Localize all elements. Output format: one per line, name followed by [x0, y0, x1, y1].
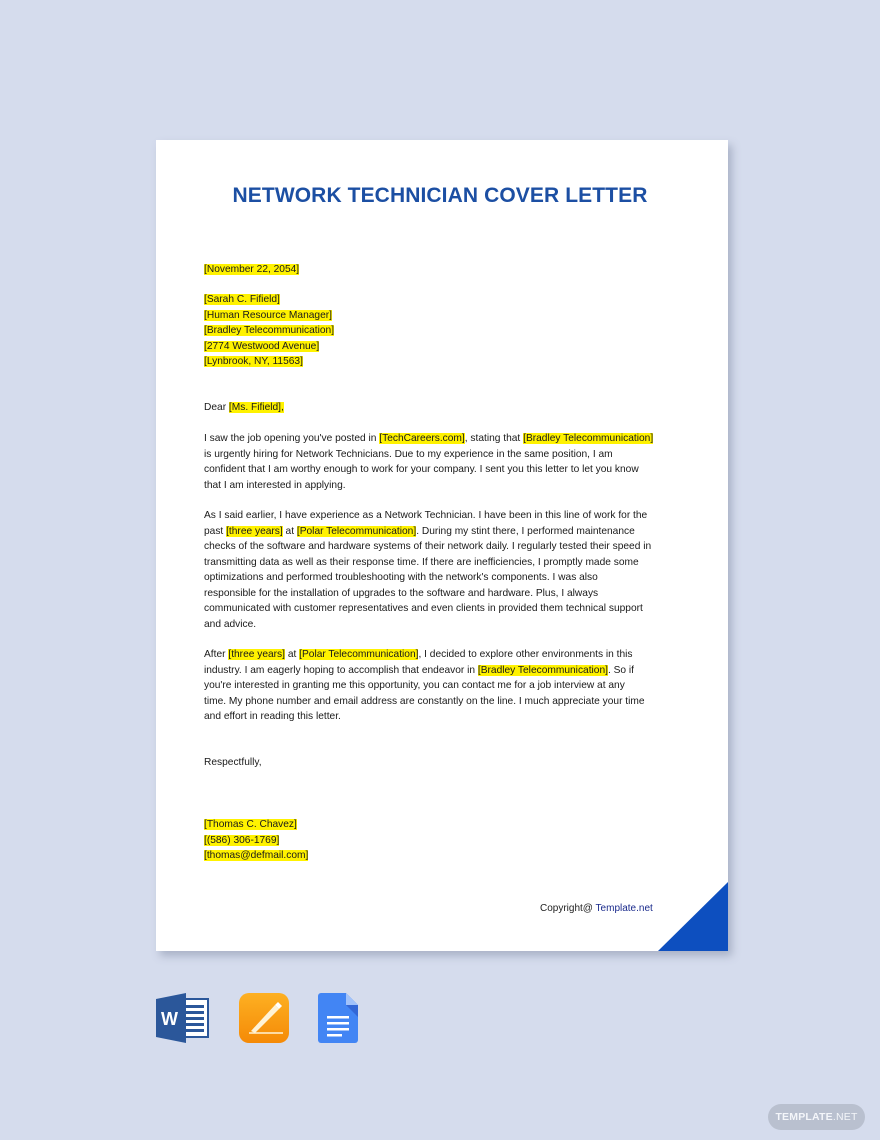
recipient-street: [2774 Westwood Avenue] — [204, 340, 320, 352]
recipient-position: [Human Resource Manager] — [204, 309, 332, 321]
text-line: As I said earlier, I have experience as a Network Technician. I have been in this line of work for the — [204, 510, 648, 521]
paragraph-1 — [204, 431, 664, 493]
text-line: transmitting data as well as their response time. If there are inefficiencies, I promptly made some — [204, 556, 639, 568]
text: industry. I am eagerly hoping to accomplish that endeavor in — [204, 664, 478, 676]
text: . So if — [607, 664, 635, 676]
document-title: NETWORK TECHNICIAN COVER LETTER — [232, 184, 648, 207]
watermark-brand: TEMPLATE — [775, 1111, 833, 1123]
text: at — [284, 649, 300, 660]
recipient-name: [Sarah C. Fifield] — [204, 294, 280, 305]
corner-triangle-decoration — [658, 882, 728, 951]
closing-text: Respectfully, — [204, 757, 262, 768]
google-docs-icon[interactable] — [318, 993, 358, 1043]
text: After — [204, 649, 229, 660]
text-line: you're interested in granting me this opportunity, you can contact me for a job interview at any — [204, 680, 625, 691]
text: at — [282, 525, 297, 537]
text-line: optimizations and performed troubleshooting with the network's components. I was also — [204, 572, 598, 583]
text-line: responsible for the installation of upgrades to the software and hardware. Plus, I always — [204, 587, 599, 599]
placeholder-previous-company: [Polar Telecommunication] — [296, 525, 417, 537]
date: [November 22, 2054] — [204, 264, 300, 275]
text-line: that I am interested in applying. — [204, 479, 346, 491]
copyright-prefix: Copyright@ — [540, 903, 596, 914]
text: I saw the job opening you've posted in — [204, 433, 380, 444]
paragraph-3 — [204, 647, 664, 725]
salutation-name: [Ms. Fifield], — [228, 402, 284, 413]
date-block — [204, 262, 664, 278]
word-icon[interactable] — [156, 993, 210, 1043]
text-line: checks of the software and hardware systems of their network daily. I regularly tested their speed in — [204, 541, 652, 552]
sender-name: [Thomas C. Chavez] — [204, 819, 297, 830]
placeholder-company: [Bradley Telecommunication] — [477, 664, 608, 676]
pages-icon[interactable] — [239, 993, 289, 1043]
watermark-suffix: .NET — [832, 1111, 858, 1123]
text-line: time. My phone number and email address are constantly on the line. I much appreciate your time — [204, 695, 645, 707]
template-net-watermark — [768, 1104, 865, 1130]
placeholder-duration: [three years] — [226, 525, 283, 537]
placeholder-company: [Bradley Telecommunication] — [523, 433, 654, 444]
recipient-city: [Lynbrook, NY, 11563] — [204, 356, 303, 367]
text: , I decided to explore other environments in this — [418, 649, 633, 660]
salutation — [204, 400, 664, 416]
sender-phone: [(586) 306-1769] — [204, 834, 280, 846]
placeholder-website: [TechCareers.com] — [379, 433, 465, 444]
text-line: and advice. — [204, 618, 257, 630]
text-line: communicated with customer representatives and even clients in provided them technical support — [204, 603, 643, 614]
text: , stating that — [464, 433, 524, 444]
salutation-prefix: Dear — [204, 402, 229, 413]
placeholder-duration: [three years] — [228, 649, 285, 660]
closing — [204, 755, 664, 771]
paragraph-2 — [204, 508, 664, 632]
copyright-brand: Template.net — [595, 903, 653, 914]
text-line: confident that I am worthy enough to work for your company. I sent you this letter to let you know — [204, 464, 639, 475]
sender-block — [204, 817, 664, 864]
text: . During my stint there, I performed maintenance — [416, 525, 635, 537]
text-line: is urgently hiring for Network Technicians. Due to my experience in the same position, I am — [204, 448, 613, 460]
recipient-address — [204, 292, 664, 370]
placeholder-previous-company: [Polar Telecommunication] — [299, 649, 419, 660]
text-line: and effort in reading this letter. — [204, 711, 341, 722]
copyright-notice — [540, 903, 653, 914]
svg-text:W: W — [161, 1009, 178, 1029]
text: past — [204, 525, 227, 537]
recipient-company: [Bradley Telecommunication] — [204, 325, 335, 336]
sender-email: [thomas@defmail.com] — [204, 850, 309, 861]
